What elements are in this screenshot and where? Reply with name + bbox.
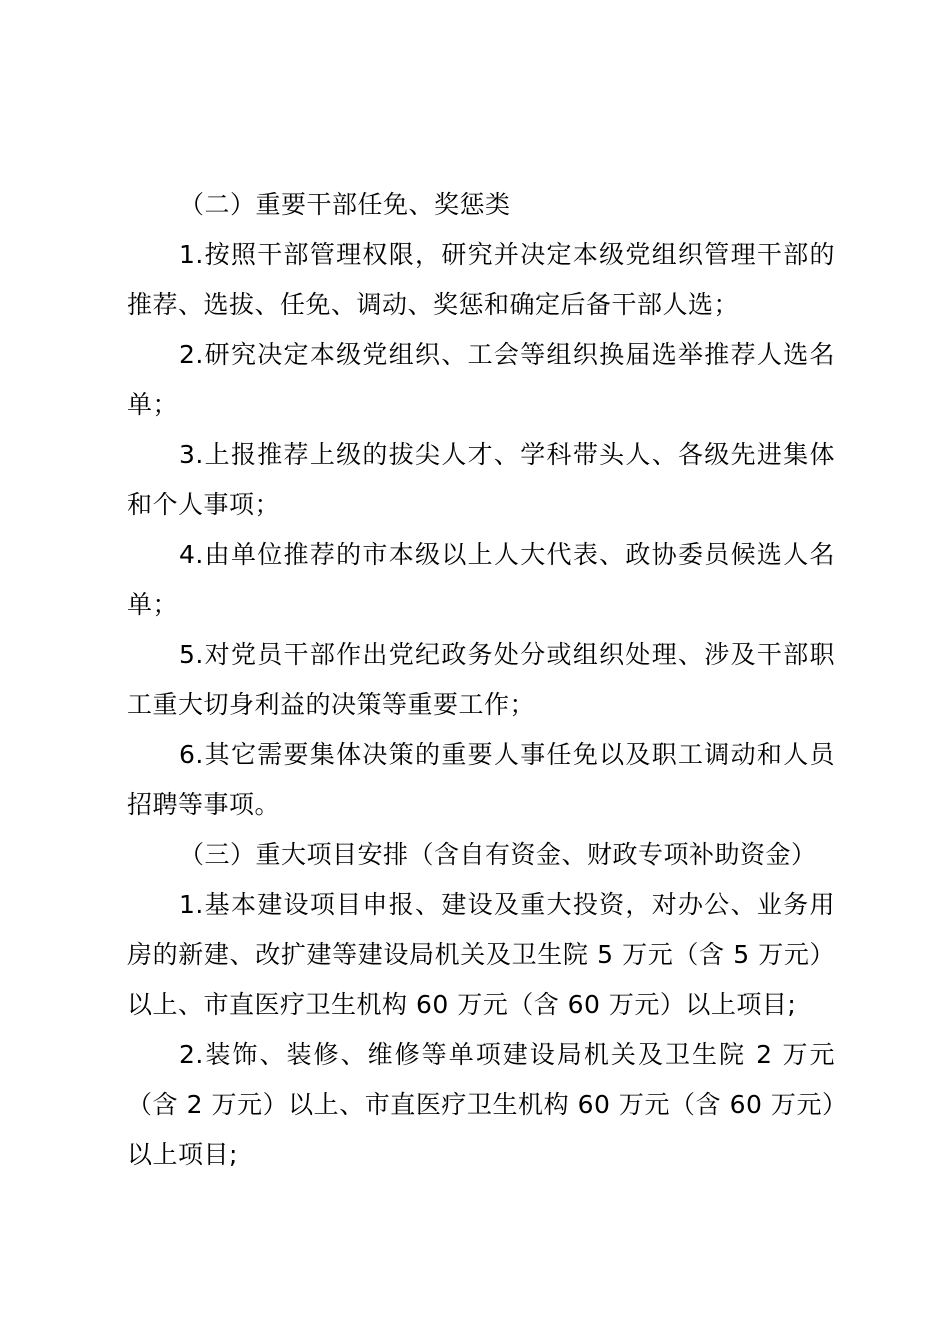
paragraph-item: 5.对党员干部作出党纪政务处分或组织处理、涉及干部职工重大切身利益的决策等重要工作； <box>127 640 835 719</box>
paragraph-item: 2.装饰、装修、维修等单项建设局机关及卫生院 2 万元（含 2 万元）以上、市直医疗卫生机构 60 万元（含 60 万元）以上项目; <box>127 1040 835 1169</box>
paragraph-item: 6.其它需要集体决策的重要人事任免以及职工调动和人员招聘等事项。 <box>127 740 835 819</box>
paragraph-item: 2.研究决定本级党组织、工会等组织换届选举推荐人选名单； <box>127 340 835 419</box>
section-heading-projects: （三）重大项目安排（含自有资金、财政专项补助资金） <box>179 840 817 869</box>
paragraph-item: 1.基本建设项目申报、建设及重大投资，对办公、业务用房的新建、改扩建等建设局机关及卫生院 5 万元（含 5 万元）以上、市直医疗卫生机构 60 万元（含 60 万元）以上项目; <box>127 890 835 1019</box>
paragraph-item: 1.按照干部管理权限，研究并决定本级党组织管理干部的推荐、选拔、任免、调动、奖惩和确定后备干部人选； <box>127 240 835 319</box>
document-body <box>127 180 835 1180</box>
paragraph-item: 4.由单位推荐的市本级以上人大代表、政协委员候选人名单； <box>127 540 835 619</box>
paragraph-item: 3.上报推荐上级的拔尖人才、学科带头人、各级先进集体和个人事项； <box>127 440 835 519</box>
section-heading-personnel: （二）重要干部任免、奖惩类 <box>179 190 511 219</box>
